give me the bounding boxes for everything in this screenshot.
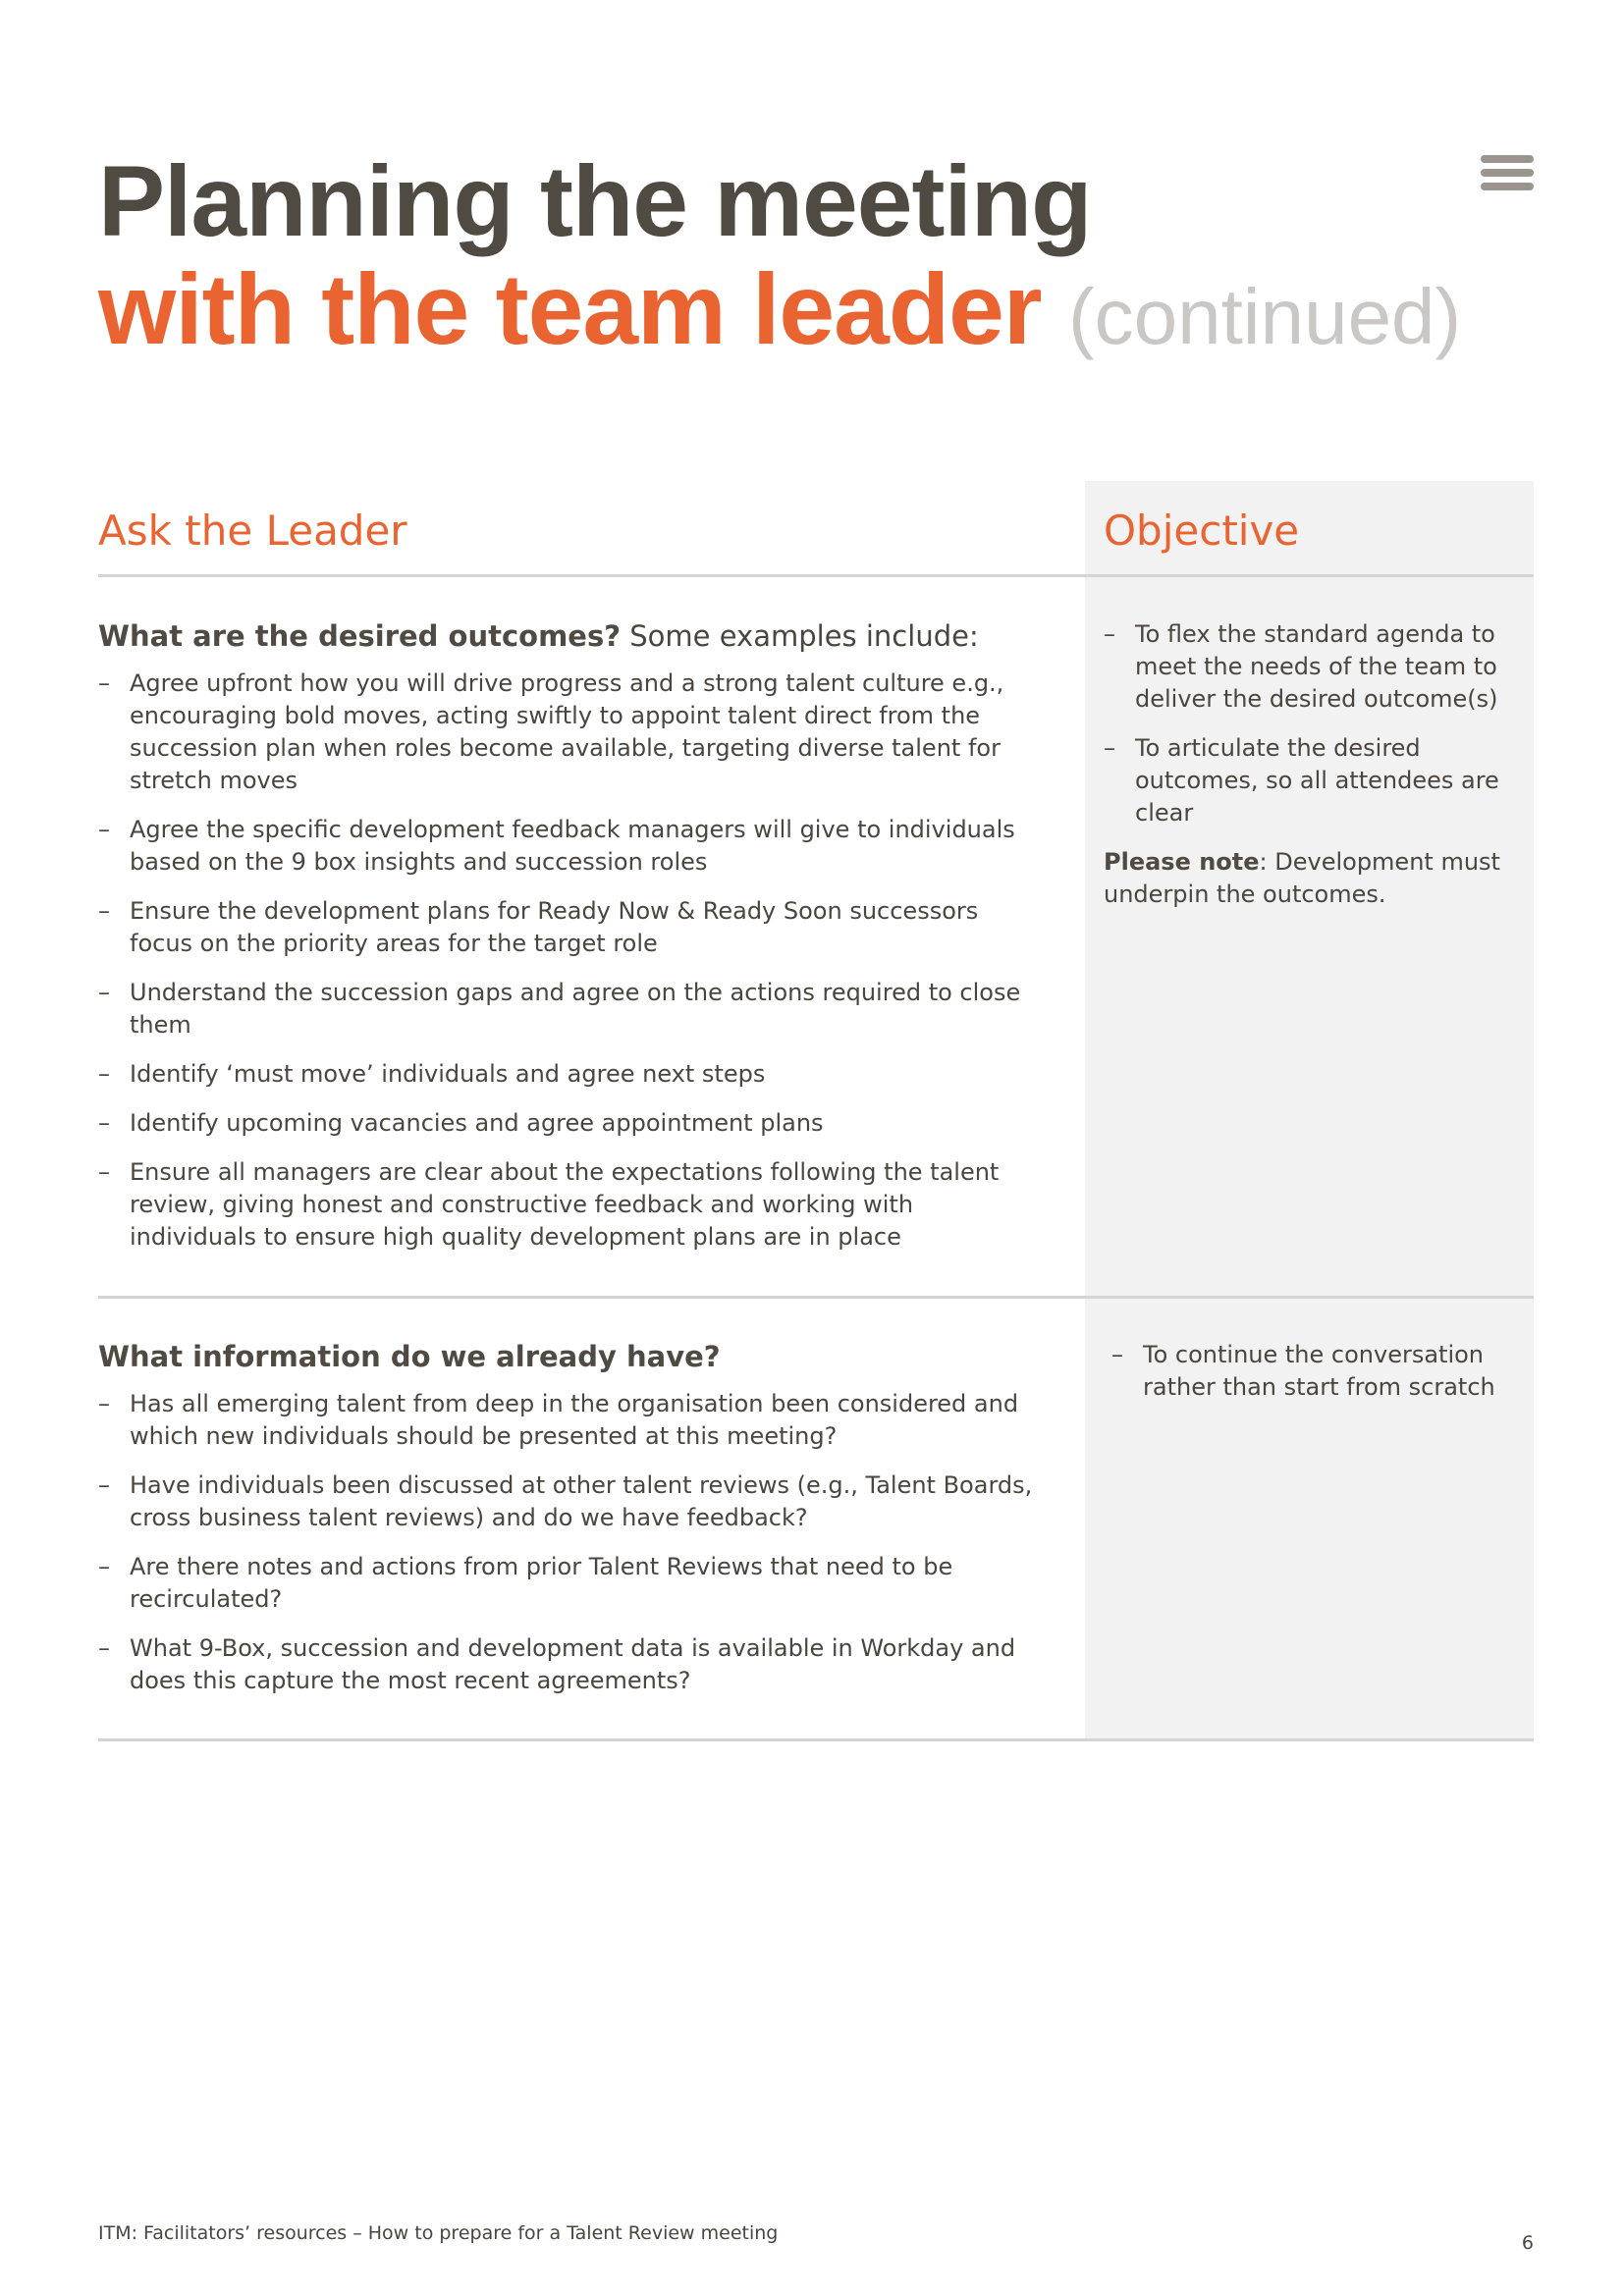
row-1-ask-section	[98, 616, 1041, 1270]
row-1-question	[98, 616, 1041, 656]
list-item: – Ensure all managers are clear about the expectations following the talent review, giving honest and constructive feedback and working with individuals to ensure high quality development plans are in place	[98, 1156, 1041, 1254]
row-2-items	[98, 1388, 1041, 1697]
page-number: 6	[1521, 2232, 1534, 2254]
row-divider	[98, 1296, 1534, 1299]
title-suffix: (continued)	[1067, 273, 1462, 360]
row-1-objectives	[1104, 618, 1506, 829]
list-item: – To articulate the desired outcomes, so all attendees are clear	[1104, 732, 1506, 829]
row-1-objective-section	[1104, 618, 1506, 911]
list-item: – Has all emerging talent from deep in the organisation been considered and which new individuals should be presented at this meeting?	[98, 1388, 1041, 1453]
list-item: – What 9-Box, succession and development data is available in Workday and does this capture the most recent agreements?	[98, 1632, 1041, 1697]
ask-the-leader-header: Ask the Leader	[98, 507, 407, 555]
row-1-question-rest: Some examples include:	[621, 619, 979, 653]
row-1-question-bold: What are the desired outcomes?	[98, 619, 622, 653]
please-note	[1104, 846, 1506, 911]
list-item: – Ensure the development plans for Ready Now & Ready Soon successors focus on the priority areas for the target role	[98, 895, 1041, 960]
row-2-question	[98, 1337, 1041, 1376]
row-1-items	[98, 667, 1041, 1254]
list-item: – Have individuals been discussed at other talent reviews (e.g., Talent Boards, cross business talent reviews) and do we have feedback?	[98, 1469, 1041, 1534]
menu-bar	[1481, 169, 1534, 177]
list-item: – To flex the standard agenda to meet the needs of the team to deliver the desired outcome(s)	[1104, 618, 1506, 716]
list-item: – To continue the conversation rather than start from scratch	[1111, 1339, 1514, 1404]
menu-bar	[1481, 155, 1534, 163]
row-2-objectives	[1111, 1339, 1514, 1404]
please-note-label: Please note	[1104, 848, 1260, 876]
title-line-1: Planning the meeting	[98, 145, 1092, 257]
title-line-2	[98, 255, 1532, 371]
list-item: – Are there notes and actions from prior Talent Reviews that need to be recirculated?	[98, 1551, 1041, 1616]
footer-text: ITM: Facilitators’ resources – How to prepare for a Talent Review meeting	[98, 2222, 779, 2244]
objective-header: Objective	[1104, 507, 1300, 555]
list-item: – Agree the specific development feedback managers will give to individuals based on the 9 box insights and succession roles	[98, 814, 1041, 879]
list-item: – Identify upcoming vacancies and agree appointment plans	[98, 1107, 1041, 1140]
please-note-text: : Development must underpin the outcomes.	[1104, 848, 1500, 908]
page-title	[98, 147, 1532, 371]
list-item: – Understand the succession gaps and agree on the actions required to close them	[98, 977, 1041, 1041]
title-line-2-text: with the team leader	[98, 253, 1042, 365]
row-2-question-bold: What information do we already have?	[98, 1340, 721, 1373]
menu-bar	[1481, 183, 1534, 190]
list-item: – Identify ‘must move’ individuals and agree next steps	[98, 1058, 1041, 1091]
row-2-objective-section	[1111, 1339, 1514, 1420]
table-bottom-rule	[98, 1738, 1534, 1741]
hamburger-menu-icon[interactable]	[1481, 155, 1534, 190]
list-item: – Agree upfront how you will drive progress and a strong talent culture e.g., encouraging bold moves, acting swiftly to appoint talent direct from the succession plan when roles become available, targeting diverse talent for stretch moves	[98, 667, 1041, 797]
header-divider	[98, 574, 1534, 577]
row-2-ask-section	[98, 1337, 1041, 1714]
